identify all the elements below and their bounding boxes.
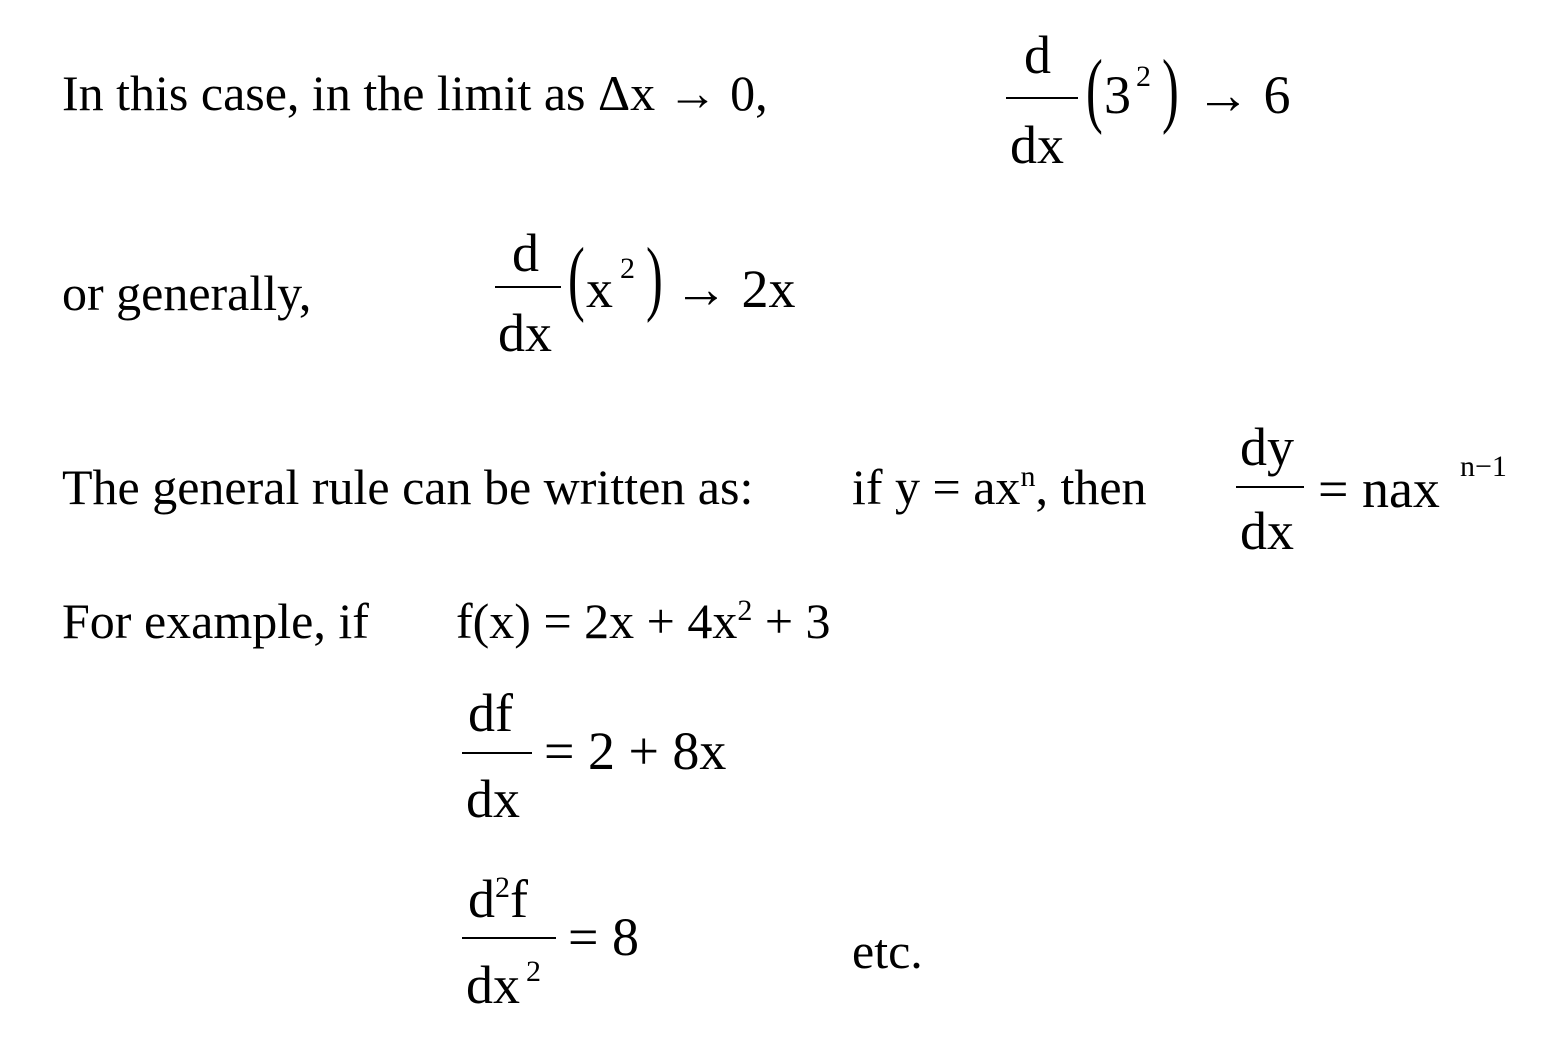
line1-numerator: d [1024,25,1051,85]
line3-rhs: = nax [1318,459,1440,519]
line2-denominator: dx [498,303,552,363]
line2-fraction-bar [495,286,561,288]
eq1-fraction-bar [462,752,532,754]
line2-result: → 2x [674,259,796,319]
line1-fraction-bar [1006,97,1078,99]
eq2-numerator [468,869,528,929]
line3-text-a: The general rule can be written as: [62,459,754,515]
eq1-numerator: df [468,683,513,743]
line4-text: For example, if [62,593,369,649]
line3-denominator: dx [1240,501,1294,561]
line2-right-paren: ) [646,231,663,324]
line2-text: or generally, [62,265,312,321]
line4-expression-tail: + 3 [752,593,831,649]
line3-numerator: dy [1240,417,1294,477]
line3-text-b-main: if y = ax [852,459,1021,515]
eq2-numerator-exponent: 2 [495,871,510,904]
eq1-denominator: dx [466,769,520,829]
line3-text-b [852,459,1147,515]
line1-result: → 6 [1196,65,1291,125]
eq2-denominator [466,955,541,1015]
line3-text-b-exponent: n [1020,460,1036,493]
line2-numerator: d [512,223,539,283]
line2-inner-exponent: 2 [620,252,635,285]
line4-expression-exponent: 2 [737,594,753,627]
eq2-denominator-dx: dx [466,955,520,1015]
line2-inner: x [586,259,613,319]
eq2-rhs: = 8 [568,907,639,967]
line3-fraction-bar [1236,486,1304,488]
line1-inner-exponent: 2 [1136,60,1151,93]
line1-inner: 3 [1104,65,1131,125]
eq2-denominator-exponent: 2 [526,955,541,988]
line1-text: In this case, in the limit as Δx → 0, [62,65,768,121]
line1-right-paren: ) [1162,43,1179,136]
line1-left-paren: ( [1086,43,1103,136]
etc-note: etc. [852,923,923,979]
eq1-rhs: = 2 + 8x [544,721,727,781]
line3-text-c: , then [1035,459,1147,515]
line1-denominator: dx [1010,115,1064,175]
eq2-fraction-bar [462,937,556,939]
eq2-numerator-f: f [510,869,528,929]
line4-expression-main: f(x) = 2x + 4x [456,593,738,649]
eq2-numerator-d: d [468,869,495,929]
line2-left-paren: ( [568,231,585,324]
line4-expression [456,593,831,649]
line3-rhs-exponent: n−1 [1460,450,1507,483]
